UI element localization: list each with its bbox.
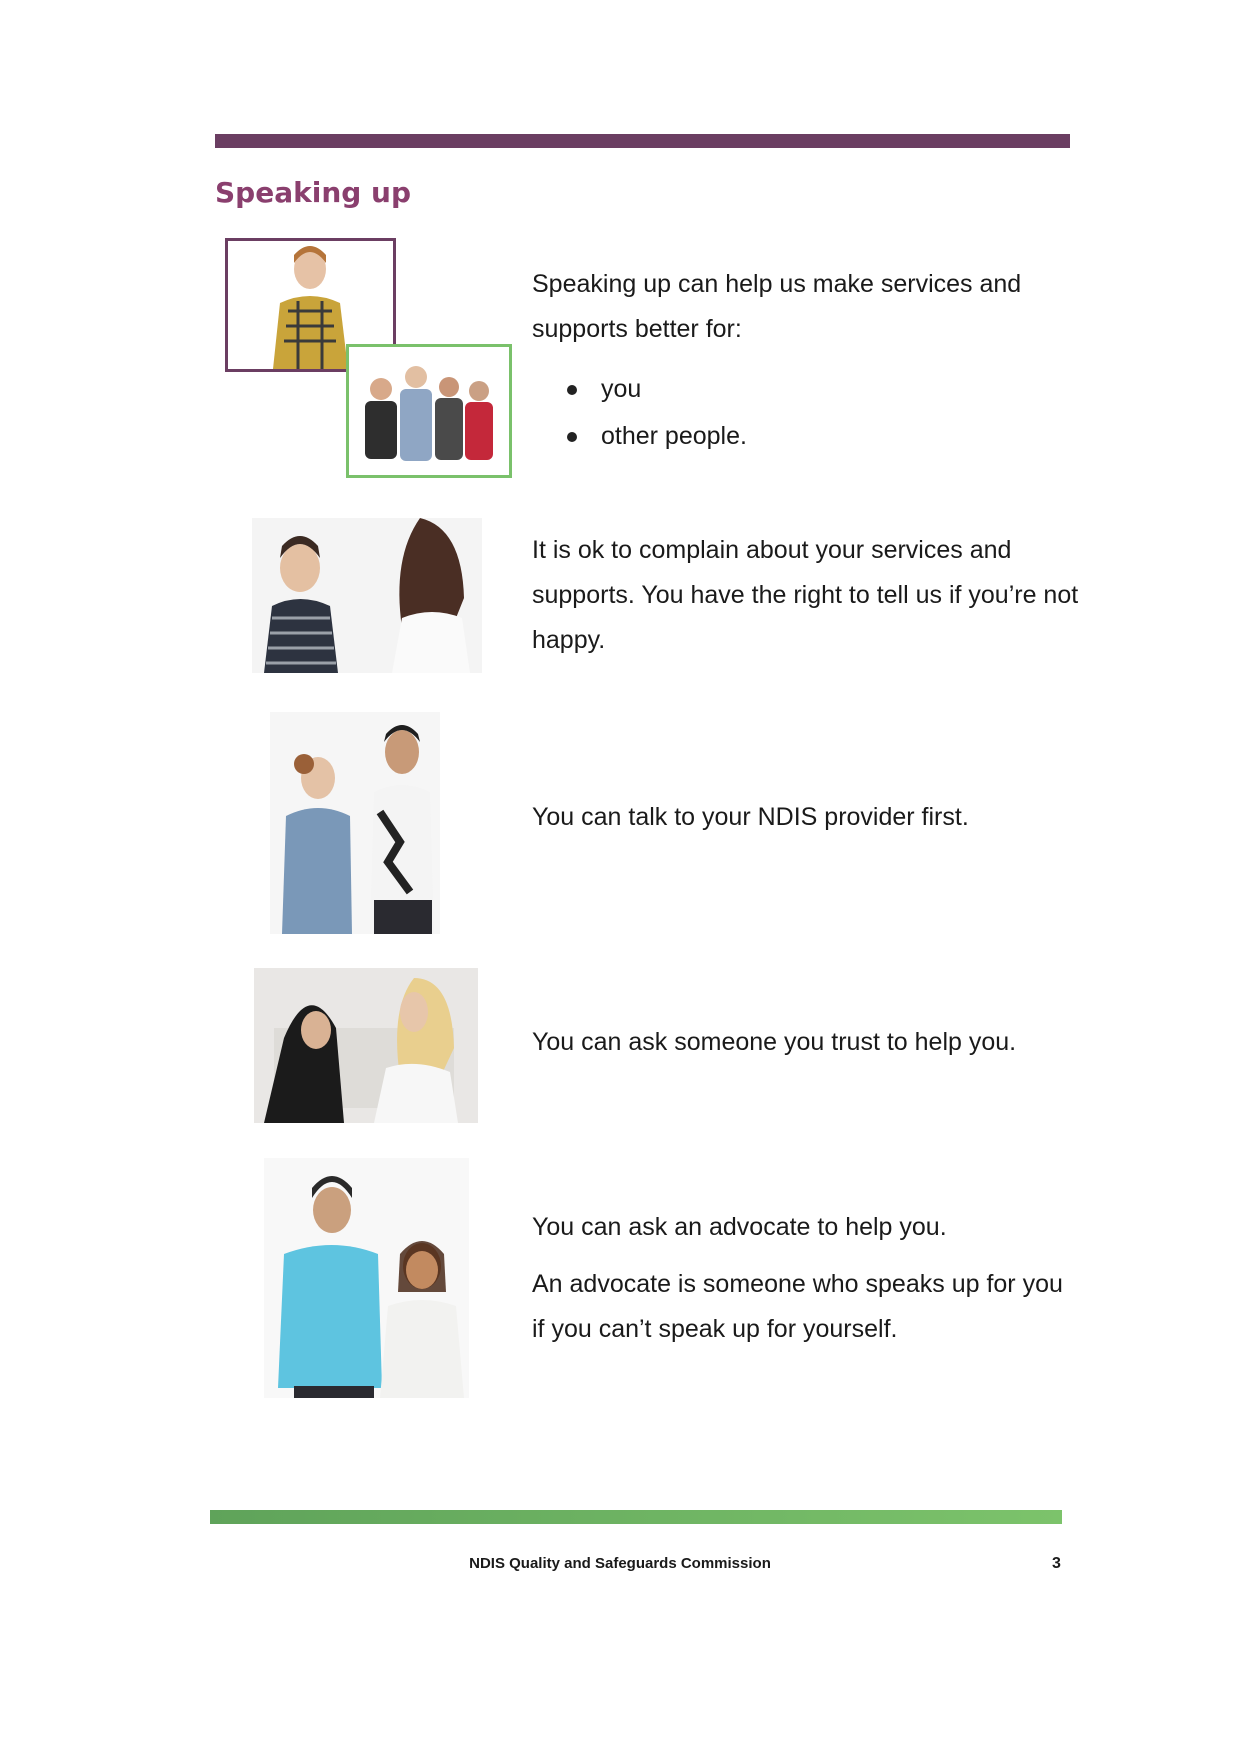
bottom-divider-bar [210, 1510, 1062, 1524]
bullet-icon [567, 432, 577, 442]
section-2-text: It is ok to complain about your services and supports. You have the right to tell us if you’re not happy. [532, 536, 1079, 654]
footer-organisation: NDIS Quality and Safeguards Commission [469, 1555, 771, 1572]
bullet-text: you [601, 375, 642, 403]
bullet-icon [567, 385, 577, 395]
page-number: 3 [1052, 1555, 1061, 1572]
section-3-text: You can talk to your NDIS provider first. [532, 803, 969, 831]
section-5-text-block [532, 1205, 1092, 1352]
top-divider-bar [215, 134, 1070, 148]
list-item [565, 413, 747, 460]
section-5-definition: An advocate is someone who speaks up for you if you can’t speak up for yourself. [532, 1270, 1063, 1343]
page-title: Speaking up [215, 176, 412, 209]
section-4-text: You can ask someone you trust to help you. [532, 1028, 1017, 1056]
two-women-talking-photo [252, 518, 482, 673]
woman-with-supporter-photo [254, 968, 478, 1123]
list-item [565, 366, 747, 413]
section-5-text: You can ask an advocate to help you. [532, 1213, 947, 1241]
woman-and-man-talking-photo [270, 712, 440, 934]
section-1-text: Speaking up can help us make services and supports better for: [532, 270, 1022, 343]
bullet-list [565, 366, 747, 460]
bullet-text: other people. [601, 422, 747, 450]
advocate-and-person-photo [264, 1158, 469, 1398]
group-of-people-photo [346, 344, 512, 478]
